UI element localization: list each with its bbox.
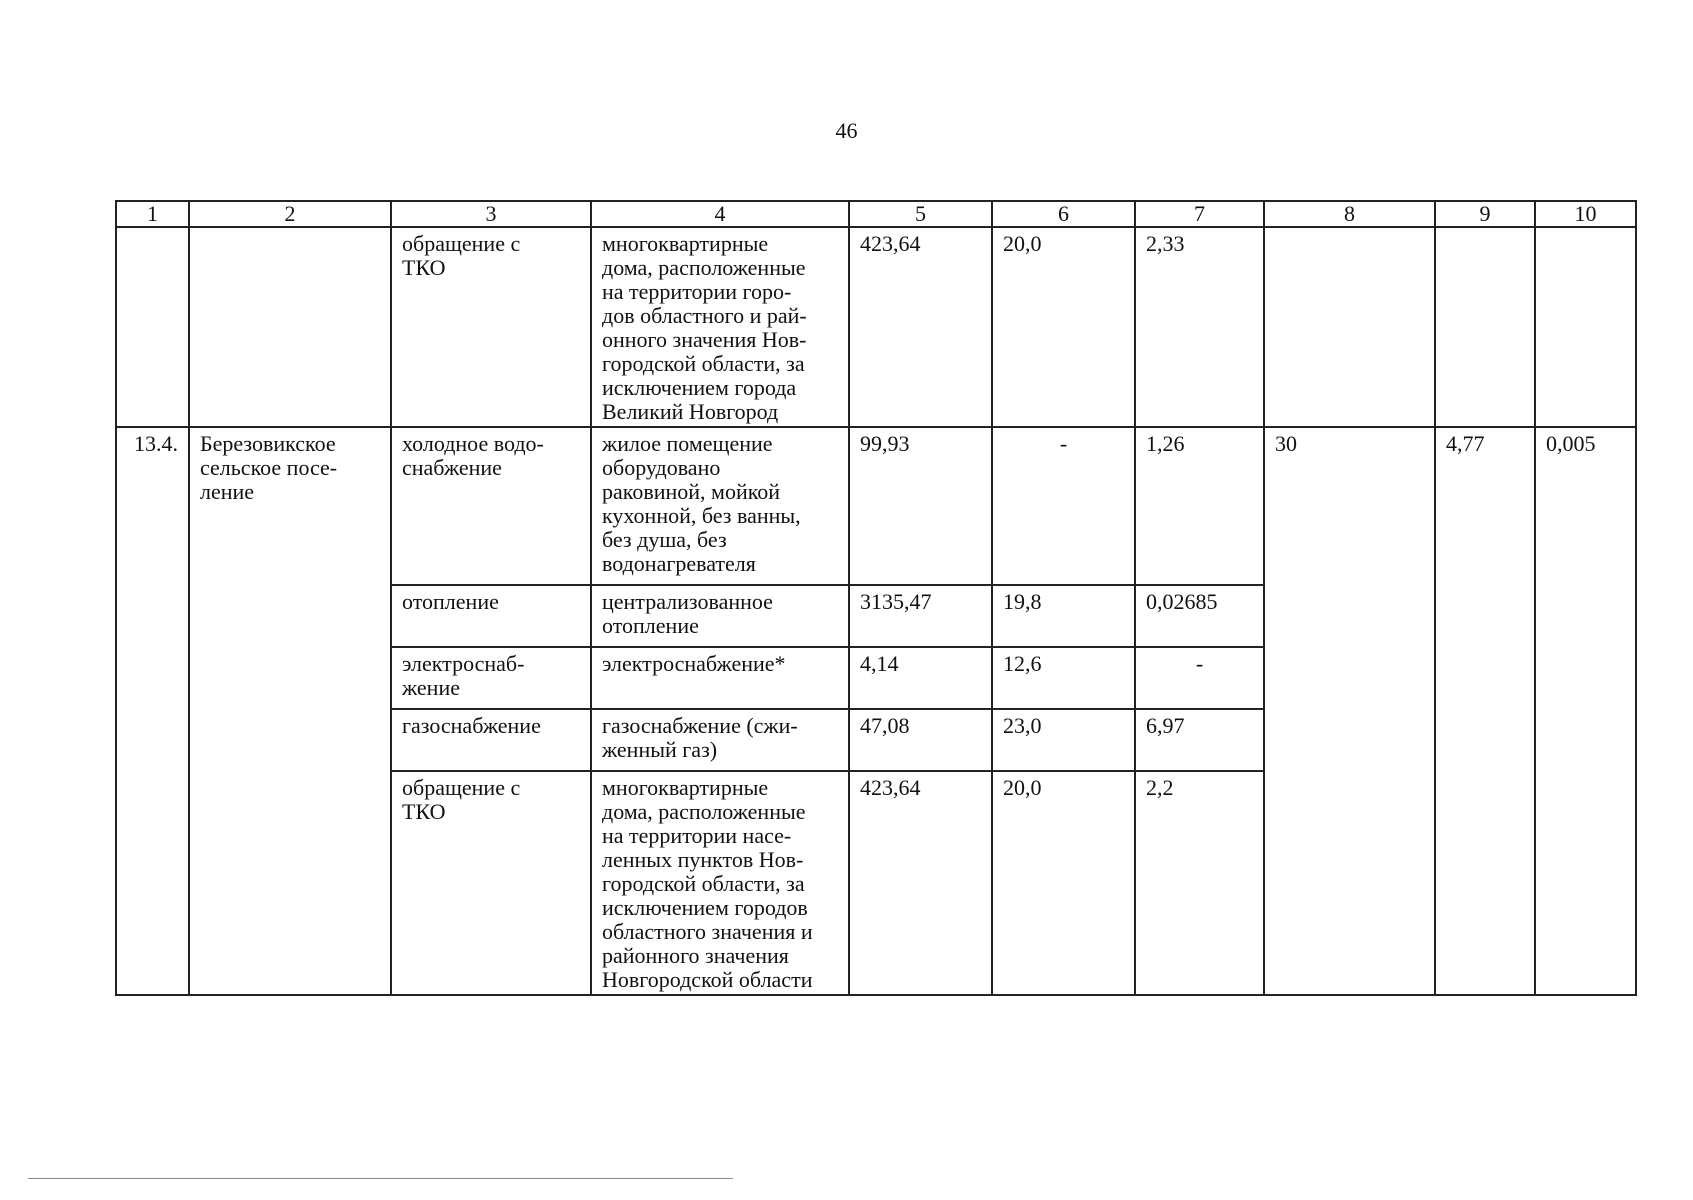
description-cell: многоквартирные дома, расположенные на территории горо- дов областного и рай- онного значения Нов- городской области, за исключением города Великий Новгород — [591, 227, 849, 427]
header-row — [116, 201, 1636, 227]
service-cell: газоснабжение — [391, 709, 591, 771]
settlement-cell — [189, 227, 391, 427]
column-header: 10 — [1535, 201, 1636, 227]
value-cell-5: 423,64 — [849, 771, 992, 995]
value-cell-9 — [1435, 227, 1535, 427]
service-cell: обращение с ТКО — [391, 771, 591, 995]
service-cell: электроснаб- жение — [391, 647, 591, 709]
column-header: 8 — [1264, 201, 1435, 227]
value-cell-7: 1,26 — [1135, 427, 1264, 585]
value-cell-5: 99,93 — [849, 427, 992, 585]
value-cell-10 — [1535, 227, 1636, 427]
value-cell-6: 23,0 — [992, 709, 1135, 771]
value-cell-5: 3135,47 — [849, 585, 992, 647]
row-number-cell — [116, 227, 189, 427]
service-cell: обращение с ТКО — [391, 227, 591, 427]
value-cell-7: 2,2 — [1135, 771, 1264, 995]
description-cell: жилое помещение оборудовано раковиной, мойкой кухонной, без ванны, без душа, без водонагревателя — [591, 427, 849, 585]
service-cell: отопление — [391, 585, 591, 647]
column-header: 7 — [1135, 201, 1264, 227]
value-cell-6: 20,0 — [992, 227, 1135, 427]
description-cell: электроснабжение* — [591, 647, 849, 709]
value-cell-7: 0,02685 — [1135, 585, 1264, 647]
column-header: 4 — [591, 201, 849, 227]
settlement-cell: Березовикское сельское посе- ление — [189, 427, 391, 995]
page-number: 46 — [835, 118, 858, 143]
value-cell-6: 12,6 — [992, 647, 1135, 709]
description-cell: многоквартирные дома, расположенные на территории насе- ленных пунктов Нов- городской области, за исключением городов областного значения и районного значения Новгородской области — [591, 771, 849, 995]
value-cell-7: 6,97 — [1135, 709, 1264, 771]
tariff-table — [115, 200, 1637, 996]
column-header: 1 — [116, 201, 189, 227]
value-cell-8 — [1264, 227, 1435, 427]
value-cell-9: 4,77 — [1435, 427, 1535, 995]
value-cell-5: 423,64 — [849, 227, 992, 427]
value-cell-7: - — [1135, 647, 1264, 709]
footnote-separator-line — [28, 1178, 733, 1179]
value-cell-6: 20,0 — [992, 771, 1135, 995]
column-header: 9 — [1435, 201, 1535, 227]
table-row — [116, 227, 1636, 427]
column-header: 6 — [992, 201, 1135, 227]
description-cell: газоснабжение (сжи- женный газ) — [591, 709, 849, 771]
value-cell-7: 2,33 — [1135, 227, 1264, 427]
service-cell: холодное водо- снабжение — [391, 427, 591, 585]
table-row — [116, 427, 1636, 585]
value-cell-5: 4,14 — [849, 647, 992, 709]
value-cell-6: - — [992, 427, 1135, 585]
value-cell-6: 19,8 — [992, 585, 1135, 647]
value-cell-5: 47,08 — [849, 709, 992, 771]
value-cell-10: 0,005 — [1535, 427, 1636, 995]
column-header: 3 — [391, 201, 591, 227]
column-header: 2 — [189, 201, 391, 227]
column-header: 5 — [849, 201, 992, 227]
value-cell-8: 30 — [1264, 427, 1435, 995]
description-cell: централизованное отопление — [591, 585, 849, 647]
row-number-cell: 13.4. — [116, 427, 189, 995]
